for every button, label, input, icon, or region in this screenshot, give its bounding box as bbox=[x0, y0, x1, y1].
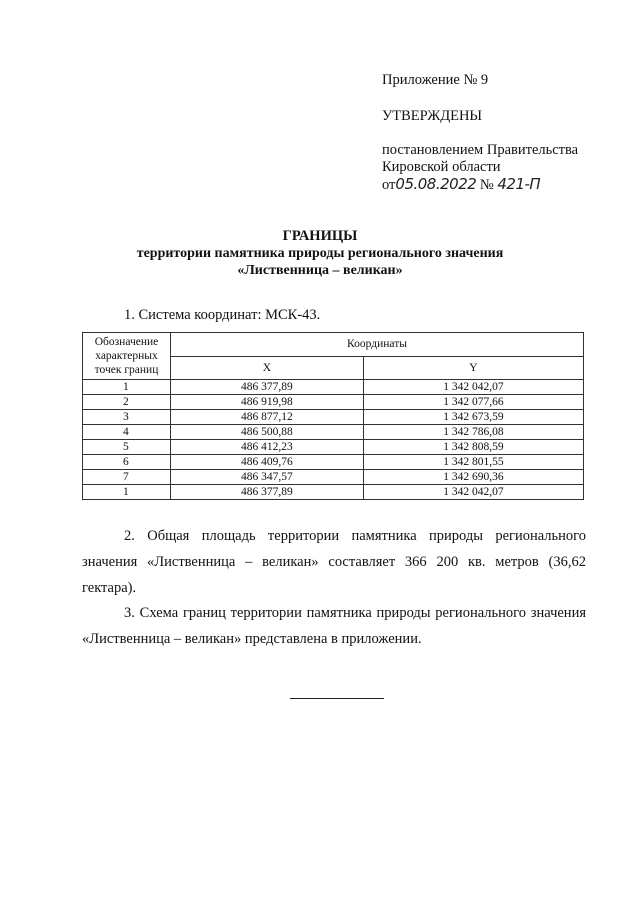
cell-point: 7 bbox=[83, 470, 171, 485]
appendix-number: Приложение № 9 bbox=[382, 72, 489, 88]
table-row bbox=[83, 485, 584, 500]
cell-y: 1 342 690,36 bbox=[363, 470, 583, 485]
table-row bbox=[83, 470, 584, 485]
paragraph-scheme bbox=[82, 600, 586, 652]
cell-x: 486 377,89 bbox=[171, 485, 364, 500]
from-label: от bbox=[382, 177, 396, 193]
cell-point: 1 bbox=[83, 485, 171, 500]
end-divider bbox=[290, 698, 384, 699]
cell-x: 486 877,12 bbox=[171, 410, 364, 425]
paragraph-scheme-text: 3. Схема границ территории памятника природы регионального значения «Лиственница – великан» представлена в приложении. bbox=[82, 605, 586, 647]
decree-line-1: постановлением Правительства bbox=[382, 142, 579, 158]
header-point: Обозначение характерных точек границ bbox=[83, 333, 171, 380]
cell-point: 5 bbox=[83, 440, 171, 455]
decree-reference bbox=[382, 142, 578, 176]
paragraph-area bbox=[82, 523, 586, 601]
coordinates-table bbox=[82, 332, 584, 500]
header-y: Y bbox=[363, 356, 583, 380]
decree-date-number bbox=[382, 176, 540, 194]
table-row bbox=[83, 410, 584, 425]
cell-x: 486 919,98 bbox=[171, 395, 364, 410]
cell-x: 486 409,76 bbox=[171, 455, 364, 470]
paragraph-area-text: 2. Общая площадь территории памятника природы регионального значения «Лиственница – великан» составляет 366 200 кв. метров (36,62 гектара). bbox=[82, 528, 586, 596]
document-title bbox=[0, 228, 640, 279]
decree-number: 421-П bbox=[497, 175, 541, 193]
cell-x: 486 347,57 bbox=[171, 470, 364, 485]
table-row bbox=[83, 440, 584, 455]
cell-x: 486 500,88 bbox=[171, 425, 364, 440]
cell-y: 1 342 042,07 bbox=[363, 380, 583, 395]
cell-point: 3 bbox=[83, 410, 171, 425]
cell-y: 1 342 786,08 bbox=[363, 425, 583, 440]
header-coordinates: Координаты bbox=[171, 333, 584, 357]
title-line-1: ГРАНИЦЫ bbox=[282, 228, 358, 244]
approved-heading: УТВЕРЖДЕНЫ bbox=[382, 108, 483, 124]
cell-y: 1 342 673,59 bbox=[363, 410, 583, 425]
number-label: № bbox=[479, 177, 494, 193]
cell-point: 4 bbox=[83, 425, 171, 440]
table-row bbox=[83, 395, 584, 410]
cell-y: 1 342 808,59 bbox=[363, 440, 583, 455]
cell-y: 1 342 801,55 bbox=[363, 455, 583, 470]
cell-x: 486 377,89 bbox=[171, 380, 364, 395]
cell-point: 1 bbox=[83, 380, 171, 395]
cell-y: 1 342 042,07 bbox=[363, 485, 583, 500]
table-row bbox=[83, 380, 584, 395]
cell-y: 1 342 077,66 bbox=[363, 395, 583, 410]
title-line-2: территории памятника природы регионального значения bbox=[136, 246, 504, 261]
cell-point: 6 bbox=[83, 455, 171, 470]
table-row bbox=[83, 425, 584, 440]
table-row bbox=[83, 455, 584, 470]
cell-x: 486 412,23 bbox=[171, 440, 364, 455]
title-line-3: «Лиственница – великан» bbox=[237, 263, 403, 278]
header-x: X bbox=[171, 356, 364, 380]
decree-date: 05.08.2022 bbox=[395, 175, 477, 193]
cell-point: 2 bbox=[83, 395, 171, 410]
decree-line-2: Кировской области bbox=[382, 159, 501, 175]
coordinate-system: 1. Система координат: МСК-43. bbox=[124, 307, 321, 323]
